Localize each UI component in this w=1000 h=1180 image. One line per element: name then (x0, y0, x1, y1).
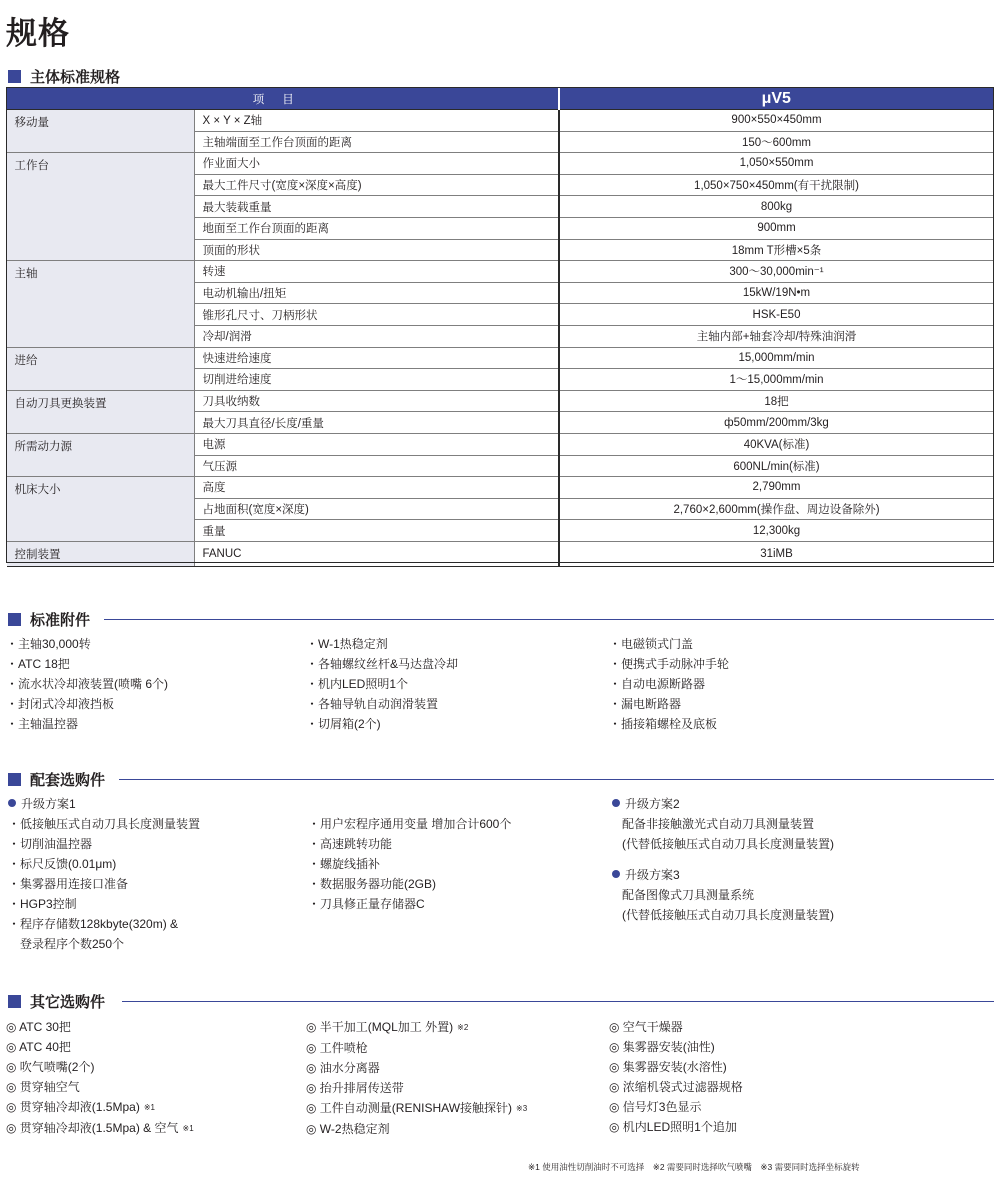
option-label: ◎ 半干加工(MQL加工 外置) (306, 1020, 454, 1034)
spec-row (7, 261, 994, 283)
spec-value: 40KVA(标准) (559, 433, 994, 455)
list-item: ・机内LED照明1个 (306, 677, 409, 691)
spec-value: 18mm T形槽×5条 (559, 239, 994, 261)
spec-table (6, 87, 994, 567)
bullet-dot-icon (612, 870, 620, 878)
section-heading-standard-accessories (8, 608, 90, 630)
spec-row (7, 433, 994, 455)
upgrade-1-title: 升级方案1 (8, 794, 76, 814)
list-item: ・程序存储数128kbyte(320m) & (8, 917, 179, 931)
spec-value: 300～30,000min⁻¹ (559, 261, 994, 283)
list-item (6, 1037, 194, 1057)
option-label: ◎ 集雾器安装(水溶性) (609, 1060, 727, 1074)
spec-value: 2,760×2,600mm(操作盘、周边设备除外) (559, 498, 994, 520)
section-marker-icon (8, 613, 21, 626)
spec-category: 工作台 (7, 153, 195, 261)
spec-item: X × Y × Z轴 (194, 110, 559, 132)
option-note: ※1 (182, 1124, 194, 1133)
option-label: ◎ 贯穿轴冷却液(1.5Mpa) & 空气 (6, 1121, 179, 1135)
list-item (609, 1097, 743, 1117)
list-item (6, 1057, 194, 1077)
spec-item: 电动机输出/扭矩 (194, 282, 559, 304)
section-divider (104, 619, 994, 620)
list-item (609, 1037, 743, 1057)
list-item: ・数据服务器功能(2GB) (308, 877, 437, 891)
spec-value: 800kg (559, 196, 994, 218)
spec-value: 900×550×450mm (559, 110, 994, 132)
list-item (306, 1078, 527, 1098)
spec-value: 150～600mm (559, 131, 994, 153)
spec-table-body (7, 110, 994, 567)
list-item: ・主轴温控器 (6, 717, 79, 731)
list-item: ・主轴30,000转 (6, 637, 91, 651)
upgrade-1-list-right (308, 814, 511, 914)
spec-row (7, 110, 994, 132)
list-item: ・各轴导轨自动润滑装置 (306, 697, 439, 711)
spec-value: HSK-E50 (559, 304, 994, 326)
list-item (609, 1077, 743, 1097)
spec-item: 电源 (194, 433, 559, 455)
list-item: ・流水状冷却液装置(喷嘴 6个) (6, 677, 169, 691)
list-item: ・电磁锁式门盖 (609, 637, 694, 651)
upgrade-2-line: (代替低接触压式自动刀具长度测量装置) (622, 837, 834, 851)
spec-item: 冷却/润滑 (194, 325, 559, 347)
spec-category: 控制装置 (7, 541, 195, 567)
list-item (306, 1038, 527, 1058)
list-item: ・ATC 18把 (6, 657, 70, 671)
spec-item: 转速 (194, 261, 559, 283)
spec-value: 主轴内部+轴套冷却/特殊油润滑 (559, 325, 994, 347)
page-title: 规格 (6, 16, 70, 51)
option-label: ◎ 贯穿轴冷却液(1.5Mpa) (6, 1100, 140, 1114)
spec-category: 主轴 (7, 261, 195, 347)
spec-value: 15,000mm/min (559, 347, 994, 369)
spec-item: 最大工件尺寸(宽度×深度×高度) (194, 174, 559, 196)
list-item (6, 1118, 194, 1139)
list-item: ・各轴螺纹丝杆&马达盘冷却 (306, 657, 459, 671)
option-column (6, 1017, 194, 1139)
option-label: ◎ ATC 30把 (6, 1020, 71, 1034)
section-title: 主体标准规格 (30, 68, 121, 86)
spec-row (7, 390, 994, 412)
spec-category: 移动量 (7, 110, 195, 153)
spec-category: 进给 (7, 347, 195, 390)
option-label: ◎ 吹气喷嘴(2个) (6, 1060, 95, 1074)
spec-item: 气压源 (194, 455, 559, 477)
spec-item: 切削进给速度 (194, 369, 559, 391)
list-item: ・刀具修正量存储器C (308, 897, 425, 911)
spec-row (7, 541, 994, 567)
spec-item: 重量 (194, 520, 559, 542)
spec-category: 自动刀具更换装置 (7, 390, 195, 433)
spec-item: 地面至工作台顶面的距离 (194, 217, 559, 239)
option-label: ◎ 贯穿轴空气 (6, 1080, 80, 1094)
spec-row (7, 153, 994, 175)
spec-value: 18把 (559, 390, 994, 412)
section-divider (122, 1001, 994, 1002)
option-label: ◎ 空气干燥器 (609, 1020, 683, 1034)
spec-value: 1～15,000mm/min (559, 369, 994, 391)
list-item: ・插接箱螺栓及底板 (609, 717, 718, 731)
accessory-column (609, 634, 729, 734)
section-marker-icon (8, 773, 21, 786)
option-note: ※1 (143, 1103, 155, 1112)
list-item: ・便携式手动脉冲手轮 (609, 657, 730, 671)
list-item (6, 1017, 194, 1037)
option-note: ※2 (457, 1023, 469, 1032)
list-item: ・高速跳转功能 (308, 837, 393, 851)
spec-value: 12,300kg (559, 520, 994, 542)
upgrade-3-block: 升级方案3 配备图像式刀具测量系统 (代替低接触压式自动刀具长度测量装置) (612, 865, 834, 925)
spec-value: 900mm (559, 217, 994, 239)
list-item: ・用户宏程序通用变量 增加合计600个 (308, 817, 512, 831)
list-item: ・W-1热稳定剂 (306, 637, 388, 651)
option-label: ◎ W-2热稳定剂 (306, 1122, 390, 1136)
column-header-model: μV5 (559, 88, 994, 110)
option-label: ◎ 信号灯3色显示 (609, 1100, 702, 1114)
upgrade-1-list-left (8, 814, 200, 954)
option-column (609, 1017, 743, 1137)
option-label: ◎ 抬升排屑传送带 (306, 1081, 404, 1095)
spec-value: 1,050×550mm (559, 153, 994, 175)
spec-item: 快速进给速度 (194, 347, 559, 369)
upgrade-3-line: 配备图像式刀具测量系统 (622, 888, 755, 902)
list-item (306, 1119, 527, 1139)
option-label: ◎ 浓缩机袋式过滤器规格 (609, 1080, 743, 1094)
list-item (6, 1077, 194, 1097)
list-item (306, 1098, 527, 1119)
spec-category: 所需动力源 (7, 433, 195, 476)
footnote: ※1 使用油性切削油时不可选择 ※2 需要同时选择吹气喷嘴 ※3 需要同时选择坐标旋转 (528, 1162, 860, 1172)
list-item: ・低接触压式自动刀具长度测量装置 (8, 817, 201, 831)
section-heading-optional-packages (8, 768, 105, 790)
section-title: 标准附件 (30, 611, 91, 629)
accessory-column (6, 634, 168, 734)
spec-item: 最大装载重量 (194, 196, 559, 218)
spec-item: 占地面积(宽度×深度) (194, 498, 559, 520)
upgrade-2-line: 配备非接触激光式自动刀具测量装置 (622, 817, 815, 831)
spec-category: 机床大小 (7, 477, 195, 542)
spec-row (7, 477, 994, 499)
spec-item: 刀具收纳数 (194, 390, 559, 412)
spec-item: 作业面大小 (194, 153, 559, 175)
spec-item: 顶面的形状 (194, 239, 559, 261)
option-label: ◎ 集雾器安装(油性) (609, 1040, 715, 1054)
list-item (609, 1117, 743, 1137)
column-header-item: 项目 (7, 88, 559, 110)
upgrade-2-block: 升级方案2 配备非接触激光式自动刀具测量装置 (代替低接触压式自动刀具长度测量装置) (612, 794, 834, 854)
spec-item: 最大刀具直径/长度/重量 (194, 412, 559, 434)
section-heading-other-options (8, 990, 105, 1012)
list-item: ・自动电源断路器 (609, 677, 706, 691)
spec-item: 锥形孔尺寸、刀柄形状 (194, 304, 559, 326)
spec-value: ф50mm/200mm/3kg (559, 412, 994, 434)
list-item (306, 1017, 527, 1038)
option-label: ◎ 油水分离器 (306, 1061, 380, 1075)
list-item: ・螺旋线插补 (308, 857, 381, 871)
spec-item: 主轴端面至工作台顶面的距离 (194, 131, 559, 153)
spec-row (7, 347, 994, 369)
list-item (609, 1057, 743, 1077)
spec-value: 1,050×750×450mm(有干扰限制) (559, 174, 994, 196)
list-item: ・切削油温控器 (8, 837, 93, 851)
list-item (6, 1097, 194, 1118)
upgrade-3-line: (代替低接触压式自动刀具长度测量装置) (622, 908, 834, 922)
option-note: ※3 (516, 1104, 528, 1113)
spec-table-header (7, 88, 994, 110)
section-title: 其它选购件 (30, 993, 106, 1011)
list-item: ・封闭式冷却液挡板 (6, 697, 115, 711)
list-item (306, 1058, 527, 1078)
list-item: ・切屑箱(2个) (306, 717, 381, 731)
option-label: ◎ 工件自动测量(RENISHAW接触探针) (306, 1101, 513, 1115)
option-label: ◎ 工件喷枪 (306, 1041, 368, 1055)
section-marker-icon (8, 995, 21, 1008)
spec-value: 600NL/min(标准) (559, 455, 994, 477)
option-label: ◎ ATC 40把 (6, 1040, 71, 1054)
spec-value: 2,790mm (559, 477, 994, 499)
list-item (609, 1017, 743, 1037)
spec-item: 高度 (194, 477, 559, 499)
bullet-dot-icon (8, 799, 16, 807)
spec-value: 15kW/19N•m (559, 282, 994, 304)
option-column (306, 1017, 527, 1139)
list-item: ・标尺反馈(0.01μm) (8, 857, 117, 871)
section-divider (119, 779, 994, 780)
spec-value: 31iMB (559, 541, 994, 567)
bullet-dot-icon (612, 799, 620, 807)
list-item: ・集雾器用连接口准备 (8, 877, 129, 891)
list-item: ・漏电断路器 (609, 697, 682, 711)
option-label: ◎ 机内LED照明1个追加 (609, 1120, 737, 1134)
section-heading-main-spec (8, 65, 120, 87)
list-item: 登录程序个数250个 (8, 937, 125, 951)
section-title: 配套选购件 (30, 771, 106, 789)
spec-item: FANUC (194, 541, 559, 567)
list-item: ・HGP3控制 (8, 897, 77, 911)
accessory-column (306, 634, 458, 734)
section-marker-icon (8, 70, 21, 83)
